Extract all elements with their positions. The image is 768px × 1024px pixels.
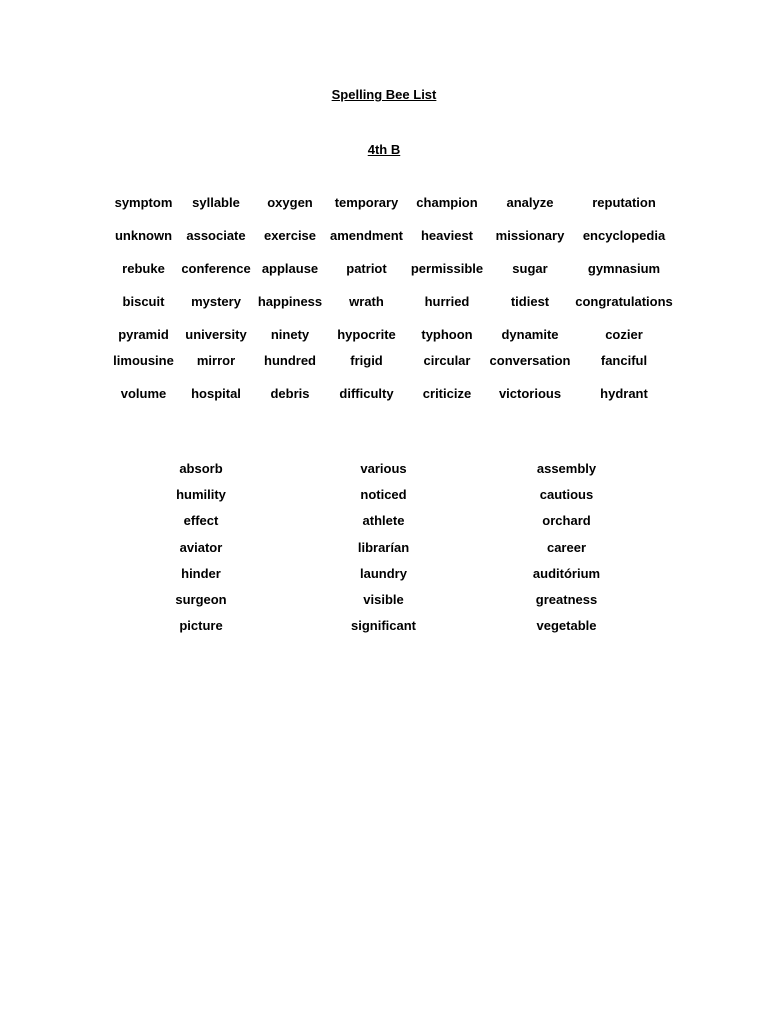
table-row [110, 294, 674, 327]
word-cell: rebuke [122, 261, 165, 276]
word-cell: mystery [191, 294, 241, 309]
word-cell: champion [416, 195, 478, 210]
table-row [110, 618, 658, 644]
word-cell: fanciful [600, 353, 648, 368]
word-cell: vegetable [536, 618, 597, 634]
word-cell: effect [183, 513, 219, 529]
word-cell: mirror [196, 353, 236, 368]
table-row [110, 513, 658, 539]
word-grid-secondary [110, 461, 658, 644]
word-cell: permissible [410, 261, 484, 276]
word-cell: conference [181, 261, 251, 276]
word-cell: pyramid [118, 327, 169, 342]
word-cell: hundred [264, 353, 316, 368]
word-cell: oxygen [267, 195, 313, 210]
word-cell: victorious [498, 386, 562, 401]
table-row [110, 566, 658, 592]
word-cell: frigid [350, 353, 383, 368]
word-cell: syllable [192, 195, 240, 210]
table-row [110, 195, 674, 228]
word-cell: criticize [422, 386, 472, 401]
word-cell: visible [363, 591, 404, 607]
word-cell: volume [120, 386, 167, 401]
word-cell: hospital [191, 386, 241, 401]
word-grid-primary [110, 195, 674, 419]
class-subtitle: 4th B [367, 142, 401, 157]
table-row [110, 592, 658, 618]
word-cell: typhoon [421, 327, 473, 342]
word-cell: difficulty [339, 386, 394, 401]
table-row [110, 327, 674, 353]
word-cell: laundry [360, 565, 407, 581]
table-row [110, 461, 658, 487]
word-cell: analyze [506, 195, 554, 210]
word-cell: exercise [263, 228, 317, 243]
word-cell: significant [350, 618, 416, 634]
word-cell: applause [261, 261, 319, 276]
table-row [110, 386, 674, 419]
word-cell: career [546, 539, 587, 555]
word-cell: athlete [362, 513, 405, 529]
word-cell: assembly [536, 461, 597, 476]
word-cell: greatness [535, 591, 598, 607]
word-cell: limousine [113, 353, 174, 368]
word-cell: symptom [114, 195, 173, 210]
table-row [110, 487, 658, 513]
word-cell: gymnasium [587, 261, 661, 276]
page-title: Spelling Bee List [331, 87, 437, 102]
word-cell: conversation [489, 353, 571, 368]
word-cell: university [185, 327, 247, 342]
word-cell: auditórium [532, 565, 601, 581]
word-cell: cautious [539, 487, 594, 503]
word-cell: orchard [542, 513, 591, 529]
table-row [110, 261, 674, 294]
table-row [110, 353, 674, 386]
word-cell: circular [423, 353, 471, 368]
word-cell: dynamite [501, 327, 559, 342]
word-cell: encyclopedia [582, 228, 666, 243]
word-cell: hypocrite [337, 327, 396, 342]
word-cell: hinder [181, 565, 221, 581]
word-cell: noticed [360, 487, 407, 503]
word-cell: happiness [257, 294, 323, 309]
word-cell: debris [270, 386, 310, 401]
word-cell: heaviest [420, 228, 474, 243]
word-cell: congratulations [575, 294, 673, 309]
word-cell: reputation [592, 195, 656, 210]
word-cell: librarían [357, 539, 410, 555]
word-cell: absorb [179, 461, 223, 476]
word-cell: aviator [179, 539, 223, 555]
word-cell: humility [176, 487, 226, 503]
word-cell: cozier [605, 327, 643, 342]
word-cell: ninety [270, 327, 310, 342]
word-cell: sugar [512, 261, 548, 276]
table-row [110, 228, 674, 261]
word-cell: amendment [330, 228, 403, 243]
word-cell: wrath [349, 294, 384, 309]
word-cell: unknown [114, 228, 173, 243]
word-cell: hydrant [600, 386, 648, 401]
word-cell: patriot [346, 261, 387, 276]
word-cell: temporary [334, 195, 399, 210]
word-cell: various [360, 461, 407, 476]
word-cell: biscuit [122, 294, 165, 309]
word-cell: hurried [424, 294, 470, 309]
word-cell: tidiest [510, 294, 550, 309]
word-cell: surgeon [175, 591, 227, 607]
word-cell: picture [179, 618, 223, 634]
table-row [110, 540, 658, 566]
word-cell: associate [186, 228, 246, 243]
word-cell: missionary [495, 228, 565, 243]
